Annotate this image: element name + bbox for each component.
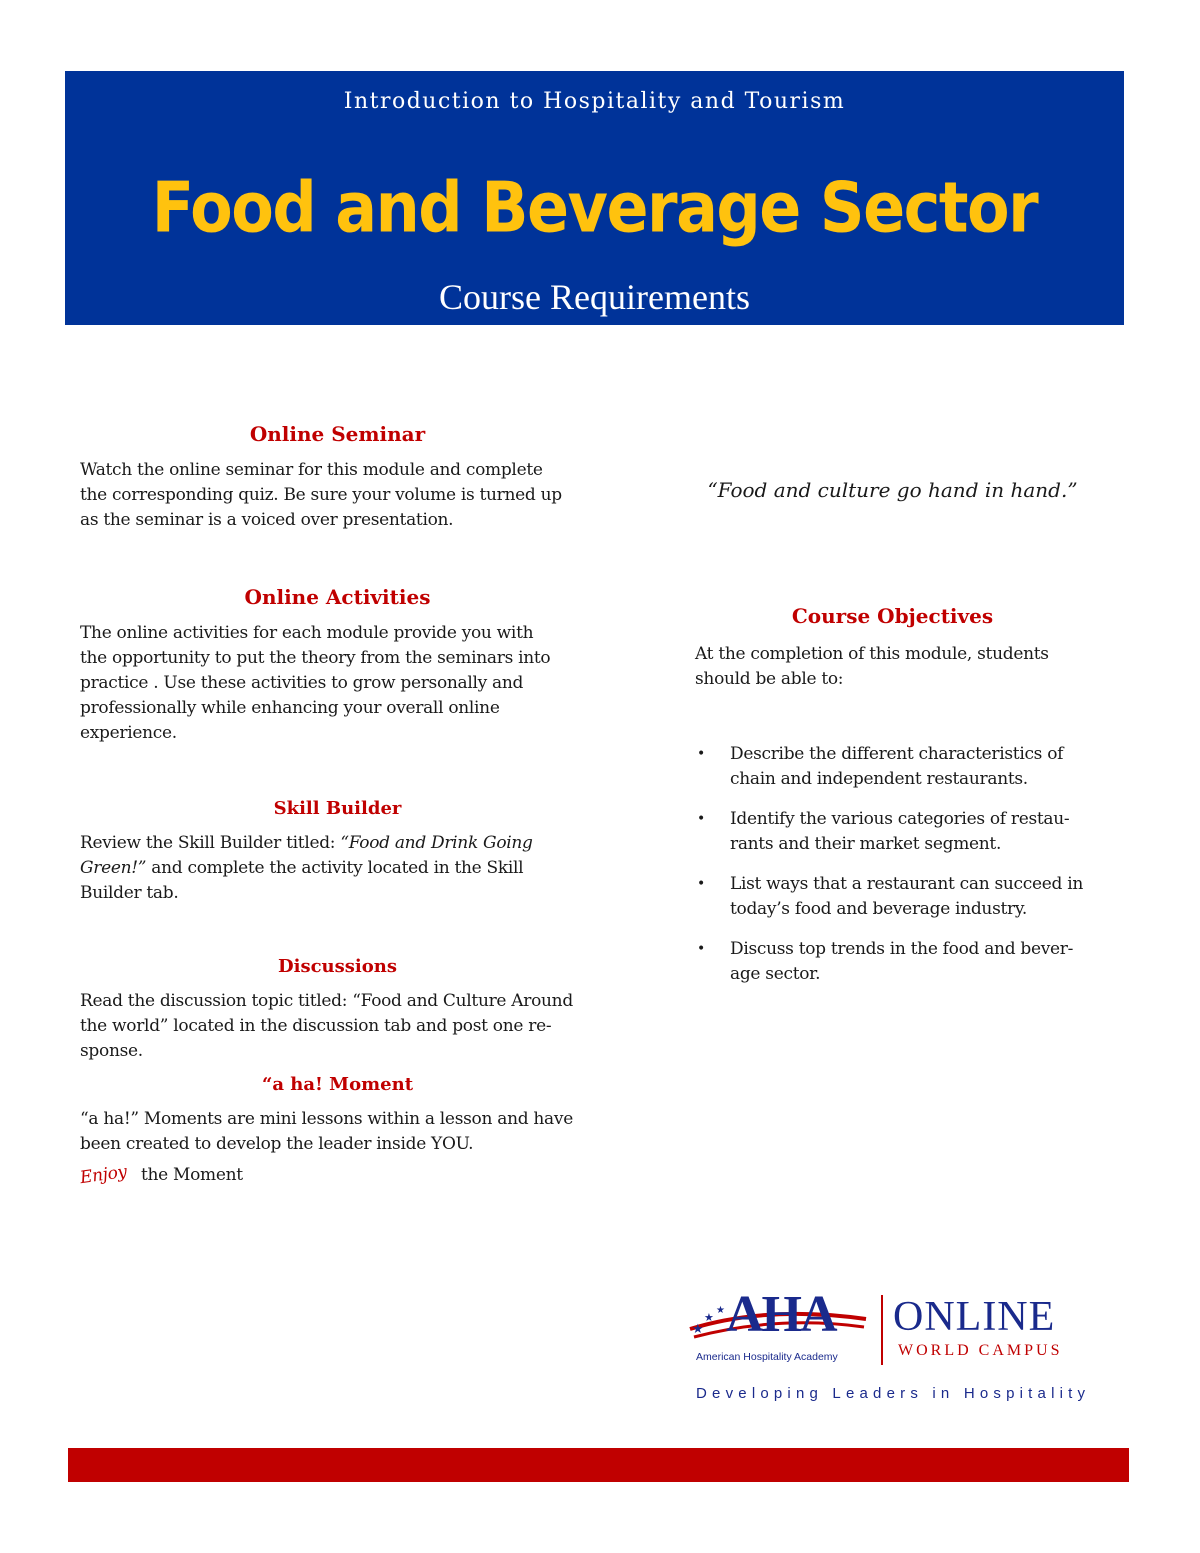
text-line: Discuss top trends in the food and bever- xyxy=(730,939,1074,959)
text-line: as the seminar is a voiced over presentation. xyxy=(80,510,454,530)
course-objectives-heading: Course Objectives xyxy=(791,604,994,628)
footer-bar xyxy=(68,1448,1129,1482)
aha-moment-text xyxy=(80,1107,595,1157)
text-line: rants and their market segment. xyxy=(730,834,1002,854)
text-line: Review the Skill Builder titled: xyxy=(80,833,341,853)
text-line: professionally while enhancing your overall online xyxy=(80,698,500,718)
text-line: today’s food and beverage industry. xyxy=(730,899,1028,919)
text-line: been created to develop the leader inside YOU. xyxy=(80,1134,474,1154)
text-line: “a ha!” Moments are mini lessons within a lesson and have xyxy=(80,1109,573,1129)
list-item xyxy=(695,872,1090,922)
aha-online-logo xyxy=(688,1285,1108,1410)
svg-text:★: ★ xyxy=(704,1311,714,1324)
text-line: experience. xyxy=(80,723,177,743)
logo-divider xyxy=(881,1295,883,1365)
discussions-text xyxy=(80,989,595,1064)
objectives-intro xyxy=(695,642,1090,692)
svg-text:★: ★ xyxy=(692,1322,704,1337)
header-banner xyxy=(65,71,1124,325)
text-line: sponse. xyxy=(80,1041,143,1061)
text-line: Read the discussion topic titled: “Food and Culture Around xyxy=(80,991,573,1011)
right-column xyxy=(695,478,1090,1002)
text-line: Describe the different characteristics of xyxy=(730,744,1064,764)
text-line: The online activities for each module provide you with xyxy=(80,623,534,643)
text-line: and complete the activity located in the Skill xyxy=(146,858,524,878)
skill-builder-title: Green!” xyxy=(80,858,147,878)
bullet-icon: • xyxy=(697,876,705,892)
text-line: List ways that a restaurant can succeed in xyxy=(730,874,1083,894)
logo-tagline: Developing Leaders in Hospitality xyxy=(696,1385,1091,1402)
online-wordmark: ONLINE xyxy=(893,1294,1056,1340)
skill-builder-text xyxy=(80,831,595,906)
pull-quote: “Food and culture go hand in hand.” xyxy=(707,478,1078,502)
text-line: the opportunity to put the theory from the seminars into xyxy=(80,648,551,668)
aha-wordmark: AHA xyxy=(726,1286,836,1343)
text-line: practice . Use these activities to grow personally and xyxy=(80,673,524,693)
page-title: Food and Beverage Sector xyxy=(151,166,1038,249)
discussions-heading: Discussions xyxy=(278,956,397,977)
enjoy-script: Enjoy xyxy=(78,1161,129,1189)
text-line: chain and independent restaurants. xyxy=(730,769,1028,789)
text-line: the corresponding quiz. Be sure your volume is turned up xyxy=(80,485,562,505)
objectives-list xyxy=(695,742,1090,987)
skill-builder-title: “Food and Drink Going xyxy=(340,833,533,853)
skill-builder-heading: Skill Builder xyxy=(273,798,402,819)
text-line: should be able to: xyxy=(695,669,844,689)
enjoy-the-moment xyxy=(80,1163,595,1188)
online-seminar-heading: Online Seminar xyxy=(249,422,426,446)
bullet-icon: • xyxy=(697,811,705,827)
list-item xyxy=(695,937,1090,987)
list-item xyxy=(695,742,1090,792)
text-line: the Moment xyxy=(140,1165,243,1185)
online-seminar-text xyxy=(80,458,595,533)
aha-moment-heading: “a ha! Moment xyxy=(261,1074,414,1095)
svg-text:★: ★ xyxy=(716,1305,725,1316)
list-item xyxy=(695,807,1090,857)
text-line: At the completion of this module, students xyxy=(695,644,1049,664)
text-line: age sector. xyxy=(730,964,821,984)
course-requirements-heading: Course Requirements xyxy=(439,277,750,317)
bullet-icon: • xyxy=(697,941,705,957)
text-line: Watch the online seminar for this module and complete xyxy=(80,460,543,480)
text-line: the world” located in the discussion tab and post one re- xyxy=(80,1016,552,1036)
course-subtitle: Introduction to Hospitality and Tourism xyxy=(343,89,846,114)
left-column xyxy=(80,422,595,1188)
world-campus-wordmark: WORLD CAMPUS xyxy=(898,1342,1063,1359)
online-activities-text xyxy=(80,621,595,746)
aha-name: American Hospitality Academy xyxy=(696,1351,838,1363)
online-activities-heading: Online Activities xyxy=(244,585,431,609)
text-line: Builder tab. xyxy=(80,883,179,903)
bullet-icon: • xyxy=(697,746,705,762)
text-line: Identify the various categories of restau- xyxy=(730,809,1070,829)
